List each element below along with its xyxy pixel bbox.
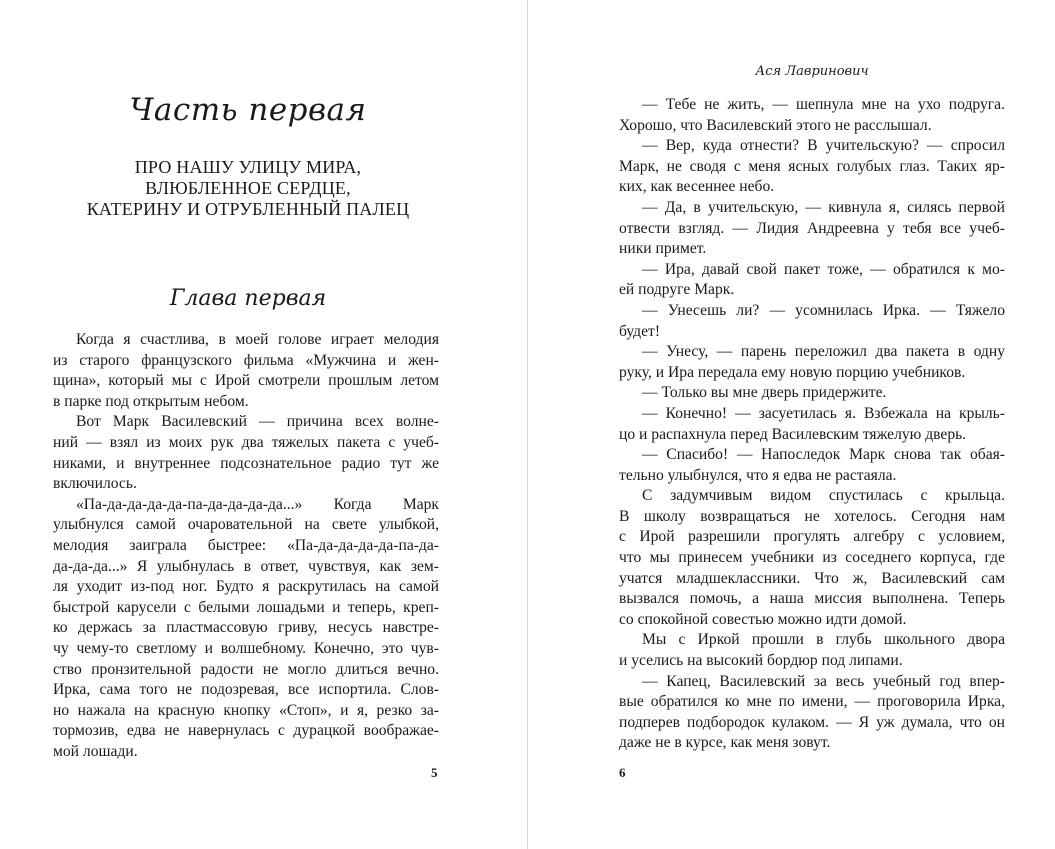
text-line: — Капец, Василевский за весь учебный год впер- — [642, 672, 1005, 690]
text-line: тормозив, едва не навернулась с дурацкой воображае- — [53, 722, 439, 740]
text-line: что мы принесем учебники из соседнего корпуса, где — [619, 549, 1005, 567]
text-line: ля уходит из-под ног. Будто я раскрутилась на самой — [53, 578, 439, 596]
text-line: Марк, не сводя с меня ясных голубых глаз. Таких яр- — [619, 157, 1005, 175]
text-line: с Ирой разрешили прогулять алгебру с условием, — [619, 528, 1005, 546]
text-line: и уселись на высокий бордюр под липами. — [619, 652, 903, 670]
text-line: — Да, в учительскую, — кивнула я, силясь первой — [642, 198, 1005, 216]
text-line: тельно улыбнулся, что я едва не растаяла. — [619, 466, 897, 484]
text-line: да-да-да...» Я улыбнулась в ответ, чувствуя, как зем- — [53, 557, 439, 575]
text-line: цо и распахнула перед Василевским тяжелую дверь. — [619, 425, 967, 443]
part-subtitle-line: ВЛЮБЛЕННОЕ СЕРДЦЕ, — [145, 178, 351, 198]
text-line: С задумчивым видом спустилась с крыльца. — [642, 487, 1005, 505]
text-line: — Унесу, — парень переложил два пакета в одну — [642, 343, 1005, 361]
text-line: вызвался помочь, а наша миссия выполнена. Теперь — [619, 590, 1005, 608]
text-line: — Только вы мне дверь придержите. — [642, 384, 887, 402]
text-line: — Унесешь ли? — усомнилась Ирка. — Тяжело — [642, 301, 1005, 319]
text-line: включилось. — [53, 475, 137, 493]
text-line: чу чему-то светлому и волшебному. Конечно, это чув- — [53, 639, 439, 657]
text-line: но нажала на красную кнопку «Стоп», и я, резко за- — [53, 701, 439, 719]
text-line: ний — взял из моих рук два тяжелых пакета с учеб- — [53, 433, 439, 451]
text-line: отвести взгляд. — Лидия Андреевна у тебя все учеб- — [619, 219, 1005, 237]
text-line: В школу возвращаться не хотелось. Сегодня нам — [619, 507, 1005, 525]
text-line: мой лошади. — [53, 742, 138, 760]
text-line: никами, и внутреннее подсознательное радио тут же — [53, 454, 439, 472]
text-line: — Вер, куда отнести? В учительскую? — спросил — [642, 137, 1005, 155]
text-line: — Ира, давай свой пакет тоже, — обратился к мо- — [642, 260, 1005, 278]
text-line: ей подруге Марк. — [619, 281, 735, 299]
page-number: 5 — [431, 765, 438, 780]
part-subtitle-line: ПРО НАШУ УЛИЦУ МИРА, — [134, 157, 362, 177]
text-line: щина», который мы с Ирой смотрели прошлым летом — [53, 372, 439, 390]
text-line: — Конечно! — засуетилась я. Взбежала на крыль- — [642, 404, 1005, 422]
text-line: из старого французского фильма «Мужчина и жен- — [53, 351, 439, 369]
text-line: ких, как весеннее небо. — [619, 178, 775, 196]
text-line: подперев подбородок кулаком. — Я уж думала, что он — [619, 713, 1005, 731]
text-line: ники примет. — [619, 240, 707, 258]
text-line: даже не в курсе, как меня зовут. — [619, 734, 831, 752]
text-line: будет! — [619, 322, 661, 340]
text-line: со спокойной совестью можно идти домой. — [619, 610, 907, 628]
left-body-text — [53, 330, 439, 762]
page-number: 6 — [619, 765, 626, 780]
running-head-author: Ася Лавринович — [755, 64, 869, 79]
text-line: мелодия заиграла быстрее: «Па-да-да-да-да-па-да- — [53, 536, 439, 554]
part-subtitle-line: КАТЕРИНУ И ОТРУБЛЕННЫЙ ПАЛЕЦ — [86, 199, 410, 219]
text-line: ко держась за пластмассовую гриву, несусь навстре- — [53, 619, 439, 637]
text-line: улыбнулся самой очаровательной на свете улыбкой, — [53, 516, 439, 534]
text-line: учатся младшеклассники. Что ж, Василевский сам — [619, 569, 1005, 587]
text-line: в парке под открытым небом. — [53, 392, 249, 410]
text-line: руку, и Ира передала ему новую порцию учебников. — [619, 363, 966, 381]
text-line: — Спасибо! — Напоследок Марк снова так обая- — [642, 446, 1005, 464]
text-line: — Тебе не жить, — шепнула мне на ухо подруга. — [642, 96, 1005, 113]
text-line: «Па-да-да-да-да-па-да-да-да-да...» Когда Марк — [76, 495, 439, 513]
text-line: ство пронзительной радости не могло длиться вечно. — [53, 660, 439, 678]
chapter-title: Глава первая — [169, 286, 327, 311]
right-page — [528, 0, 1055, 849]
text-line: Когда я счастлива, в моей голове играет мелодия — [76, 331, 439, 348]
right-body-text — [619, 95, 1005, 754]
part-subtitle — [53, 157, 443, 220]
part-title: Часть первая — [129, 92, 367, 128]
text-line: Хорошо, что Василевский этого не расслышал. — [619, 116, 932, 134]
text-line: Вот Марк Василевский — причина всех волне- — [76, 413, 439, 431]
text-line: Ирка, сама того не подозревая, все испортила. Слов- — [53, 681, 439, 699]
text-line: быстрой карусели с белыми лошадьми и теперь, креп- — [53, 598, 439, 616]
text-line: вые обратился ко мне по имени, — проговорила Ирка, — [619, 693, 1005, 711]
text-line: Мы с Иркой прошли в глубь школьного двора — [642, 631, 1005, 649]
